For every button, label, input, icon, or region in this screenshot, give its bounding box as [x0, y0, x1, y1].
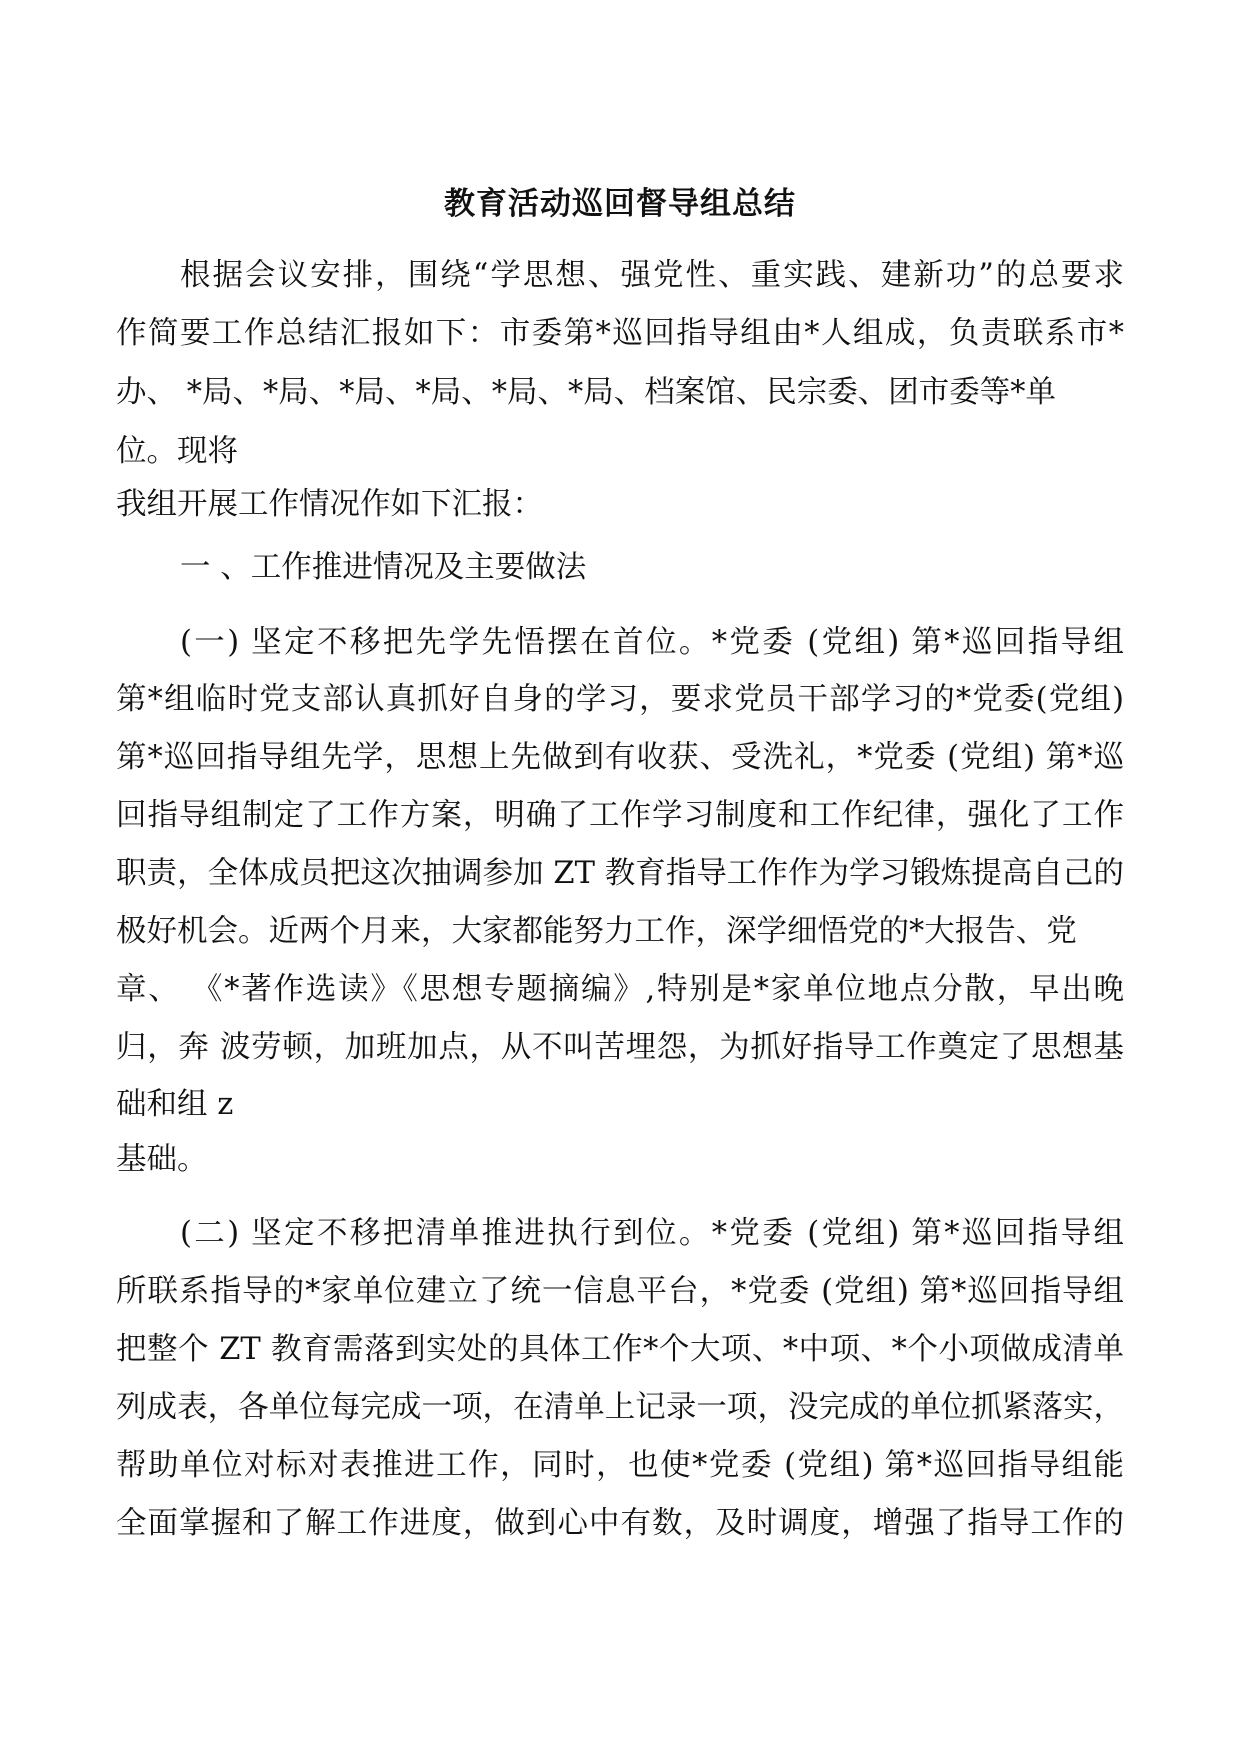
intro-line-3: 办、 *局、*局、*局、*局、*局、*局、档案馆、民宗委、团市委等*单	[116, 375, 1056, 410]
para1-line-3: 第*巡回指导组先学，思想上先做到有收获、受洗礼，*党委 (党组) 第*巡	[116, 740, 1124, 775]
intro-line-5: 我组开展工作情况作如下汇报：	[116, 487, 543, 522]
para1-line-8: 归，奔 波劳顿，加班加点，从不叫苦埋怨，为抓好指导工作奠定了思想基	[116, 1030, 1124, 1065]
para1-line-10: 基础。	[116, 1142, 208, 1177]
para2-line-6: 全面掌握和了解工作进度，做到心中有数，及时调度，增强了指导工作的	[116, 1506, 1124, 1541]
para2-line-3: 把整个 ZT 教育需落到实处的具体工作*个大项、*中项、*个小项做成清单	[116, 1332, 1124, 1367]
para2-line-5: 帮助单位对标对表推进工作，同时，也使*党委 (党组) 第*巡回指导组能	[116, 1448, 1124, 1483]
para1-line-4: 回指导组制定了工作方案，明确了工作学习制度和工作纪律，强化了工作	[116, 798, 1124, 833]
para1-line-1: (一) 坚定不移把先学先悟摆在首位。*党委 (党组) 第*巡回指导组	[180, 625, 1124, 660]
section-heading-1: 一 、工作推进情况及主要做法	[180, 550, 587, 585]
intro-line-1: 根据会议安排，围绕“学思想、强党性、重实践、建新功”的总要求	[180, 258, 1124, 293]
para2-line-2: 所联系指导的*家单位建立了统一信息平台，*党委 (党组) 第*巡回指导组	[116, 1274, 1124, 1309]
intro-line-2: 作简要工作总结汇报如下：市委第*巡回指导组由*人组成，负责联系市*	[116, 316, 1124, 351]
intro-line-4: 位。现将	[116, 434, 238, 469]
para1-line-2: 第*组临时党支部认真抓好自身的学习，要求党员干部学习的*党委(党组)	[116, 682, 1124, 717]
para1-line-6: 极好机会。近两个月来，大家都能努力工作，深学细悟党的*大报告、党	[116, 914, 1077, 949]
document-title: 教育活动巡回督导组总结	[444, 186, 796, 222]
para1-line-5: 职责，全体成员把这次抽调参加 ZT 教育指导工作作为学习锻炼提高自己的	[116, 856, 1124, 891]
para2-line-1: (二) 坚定不移把清单推进执行到位。*党委 (党组) 第*巡回指导组	[180, 1216, 1124, 1251]
para1-line-9: 础和组 z	[116, 1087, 234, 1122]
para1-line-7: 章、 《*著作选读》《思想专题摘编》,特别是*家单位地点分散，早出晚	[116, 972, 1124, 1007]
para2-line-4: 列成表，各单位每完成一项，在清单上记录一项，没完成的单位抓紧落实，	[116, 1390, 1124, 1425]
